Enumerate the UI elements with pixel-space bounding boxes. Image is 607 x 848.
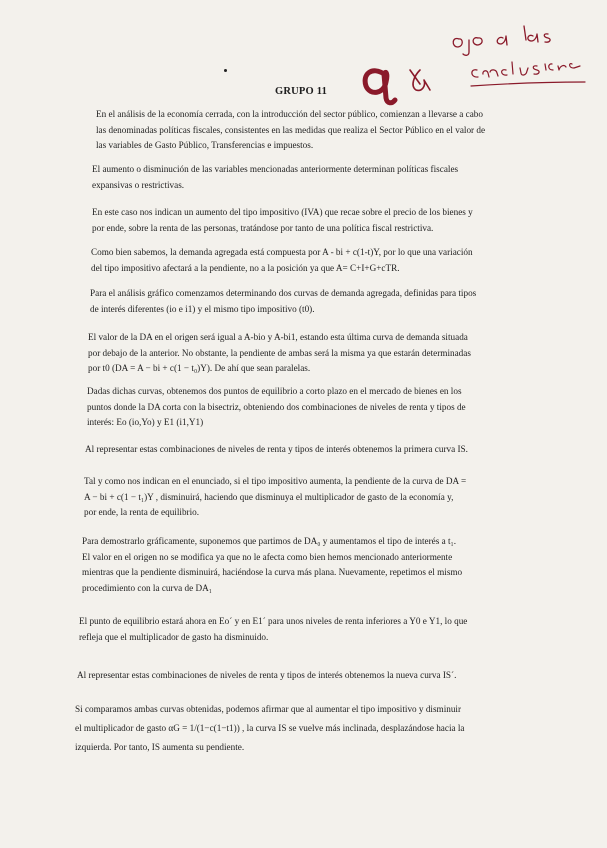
text-line: izquierda. Por tanto, IS aumenta su pendiente. xyxy=(75,742,245,752)
paragraph-7 xyxy=(87,384,525,431)
paragraph-9 xyxy=(84,474,530,521)
text-line: Si comparamos ambas curvas obtenidas, podemos afirmar que al aumentar el tipo impositivo y disminuir xyxy=(75,704,462,714)
paragraph-13 xyxy=(75,700,535,757)
paragraph-2 xyxy=(92,162,520,193)
text-line: por debajo de la anterior. No obstante, la pendiente de ambas será la misma ya que estarán determinadas xyxy=(88,347,471,358)
text-line: las variables de Gasto Público, Transferencias e impuestos. xyxy=(96,140,314,151)
paragraph-8 xyxy=(85,442,525,458)
paragraph-6 xyxy=(88,330,524,377)
paragraph-4 xyxy=(91,245,519,276)
paragraph-11 xyxy=(79,614,531,645)
ink-dot xyxy=(224,69,227,72)
text-line: mientras que la pendiente disminuirá, haciéndose la curva más plana. Nuevamente, repetimos el mismo xyxy=(82,567,463,578)
text-line: procedimiento con la curva de DA₁ xyxy=(82,582,212,593)
text-line: las denominadas políticas fiscales, consistentes en las medidas que realiza el Sector Público en el valor de xyxy=(96,124,486,135)
text-line: Tal y como nos indican en el enunciado, si el tipo impositivo aumenta, la pendiente de la curva de DA = xyxy=(84,476,467,486)
text-line: En este caso nos indican un aumento del tipo impositivo (IVA) que recae sobre el precio de los bienes y xyxy=(92,207,473,217)
text-line: El punto de equilibrio estará ahora en Eo´ y en E1´ para unos niveles de renta inferiores a Y0 e Y1, lo que xyxy=(79,616,468,626)
text-line: A − bi + c(1 − t₁)Y , disminuirá, haciendo que disminuya el multiplicador de gasto de la economía y, xyxy=(84,491,454,502)
text-line: por ende, la renta de equilibrio. xyxy=(84,507,200,518)
paragraph-10 xyxy=(82,534,530,596)
paragraph-3 xyxy=(92,205,520,236)
text-line: El valor en el origen no se modifica ya que no le afecta como bien hemos mencionado anteriormente xyxy=(82,551,453,562)
text-line: el multiplicador de gasto αG = 1/(1−c(1−t1)) , la curva IS se vuelve más inclinada, desplazándose hacia la xyxy=(75,723,465,733)
text-line: El valor de la DA en el origen será igual a A-bio y A-bi1, estando esta última curva de demanda situada xyxy=(88,332,468,342)
page-title: GRUPO 11 xyxy=(275,86,328,97)
text-line: expansivas o restrictivas. xyxy=(92,179,185,190)
text-line: por t0 (DA = A − bi + c(1 − t₀)Y). De ahí que sean paralelas. xyxy=(88,363,311,374)
text-line: por ende, sobre la renta de las personas, tratándose por tanto de una política fiscal restrictiva. xyxy=(92,222,434,233)
text-line: Para el análisis gráfico comenzamos determinando dos curvas de demanda agregada, definidas para tipos xyxy=(90,288,477,298)
paragraph-5 xyxy=(90,286,522,317)
text-line: del tipo impositivo afectará a la pendiente, no a la posición ya que A= C+I+G+cTR. xyxy=(91,262,400,273)
text-line: interés: Eo (io,Yo) y E1 (i1,Y1) xyxy=(87,417,204,428)
paragraph-1 xyxy=(96,107,516,154)
text-line: El aumento o disminución de las variables mencionadas anteriormente determinan políticas fiscales xyxy=(92,164,459,174)
text-line: Dadas dichas curvas, obtenemos dos puntos de equilibrio a corto plazo en el mercado de bienes en los xyxy=(87,386,462,396)
text-line: Al representar estas combinaciones de niveles de renta y tipos de interés obtenemos la primera curva IS. xyxy=(85,444,468,454)
text-line: Como bien sabemos, la demanda agregada está compuesta por A - bi + c(1-t)Y, por lo que una variación xyxy=(91,247,473,257)
text-line: de interés diferentes (io e i1) y el mismo tipo impositivo (t0). xyxy=(90,303,315,314)
text-line: puntos donde la DA corta con la bisectriz, obteniendo dos combinaciones de niveles de renta y tipos de xyxy=(87,401,466,412)
paragraph-12 xyxy=(77,668,531,684)
text-line: Para demostrarlo gráficamente, suponemos que partimos de DA₀ y aumentamos el tipo de interés a t₁. xyxy=(82,536,457,546)
text-line: Al representar estas combinaciones de niveles de renta y tipos de interés obtenemos la nueva curva IS´. xyxy=(77,670,457,680)
text-line: En el análisis de la economía cerrada, con la introducción del sector público, comienzan a llevarse a cabo xyxy=(96,109,483,119)
text-line: refleja que el multiplicador de gasto ha disminuido. xyxy=(79,631,269,642)
red-mark xyxy=(365,26,585,103)
